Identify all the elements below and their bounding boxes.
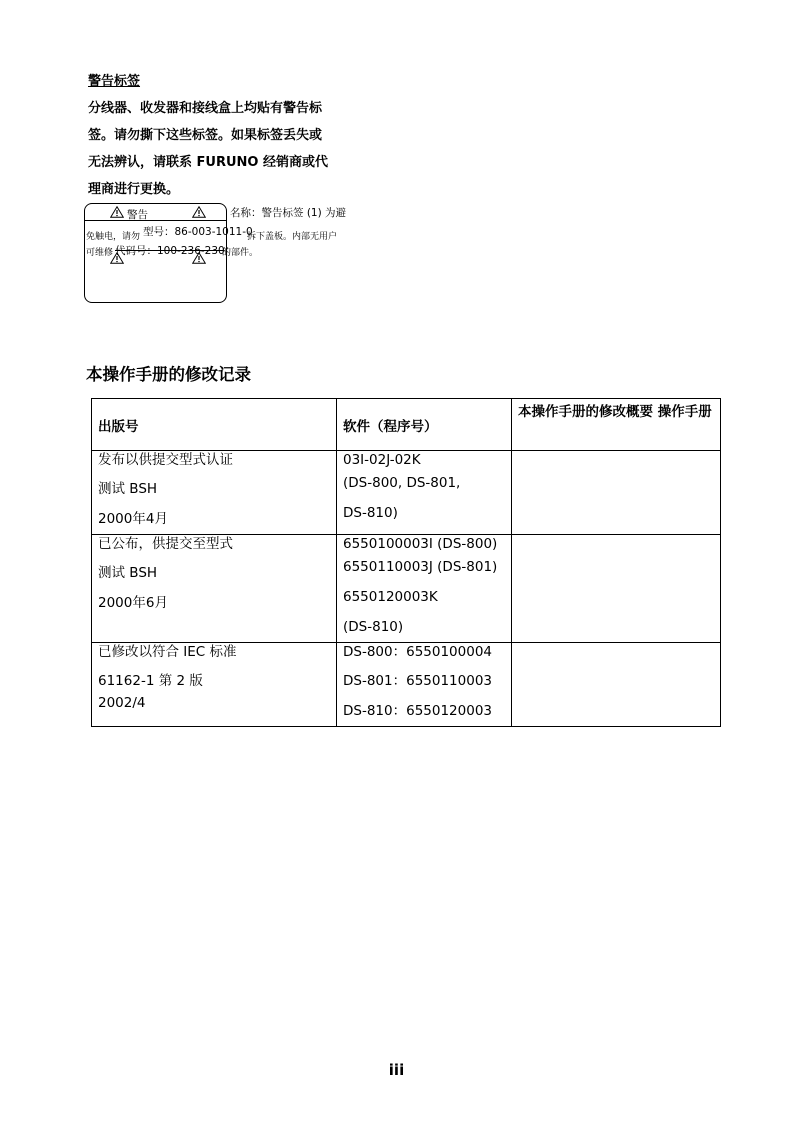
table-row [92, 535, 721, 643]
warning-text-line-3: 无法辨认，请联系 FURUNO 经销商或代 [88, 155, 328, 170]
sticker-body-1: 免触电，请勿 [86, 232, 141, 242]
software-line: 6550120003K [343, 589, 438, 605]
software-line: (DS-810) [343, 619, 404, 635]
warning-text-line-1: 分线器、收发器和接线盒上均贴有警告标 [88, 101, 323, 116]
warning-triangle-icon [192, 206, 206, 218]
revision-record-title: 本操作手册的修改记录 [86, 365, 251, 384]
software-line: 6550110003J (DS-801) [343, 559, 498, 575]
sticker-name: 名称：警告标签 (1) 为避 [230, 207, 347, 219]
software-line: (DS-800, DS-801, [343, 475, 461, 491]
edition-cell [92, 451, 337, 535]
edition-line: 发布以供提交型式认证 [98, 452, 233, 468]
sticker-code: 代码号：100-236-230 [115, 245, 225, 257]
edition-line: 测试 BSH [98, 481, 158, 497]
edition-line: 2000年6月 [98, 595, 168, 611]
software-line: 03I-02J-02K [343, 452, 421, 468]
edition-header: 出版号 [92, 399, 337, 451]
table-header-row [92, 399, 721, 451]
revision-table [91, 398, 721, 727]
edition-line: 2000年4月 [98, 511, 168, 527]
summary-cell [512, 535, 721, 643]
software-cell [337, 643, 512, 727]
warning-text-line-4: 理商进行更换。 [88, 182, 180, 197]
sticker-body-2: 拆下盖板。内部无用户 [247, 232, 338, 242]
table-row [92, 643, 721, 727]
software-line: DS-810) [343, 505, 398, 521]
edition-line: 已修改以符合 IEC 标准 [98, 644, 237, 660]
edition-line: 已公布，供提交至型式 [98, 536, 233, 552]
warning-text-line-2: 签。请勿撕下这些标签。如果标签丢失或 [88, 128, 323, 143]
edition-line: 61162-1 第 2 版 [98, 673, 203, 689]
software-line: 6550100003I (DS-800) [343, 536, 498, 552]
software-line: DS-810：6550120003 [343, 703, 492, 719]
sticker-header: 警告 [127, 209, 148, 221]
summary-header [512, 399, 721, 451]
table-row [92, 451, 721, 535]
edition-cell [92, 535, 337, 643]
software-cell [337, 535, 512, 643]
software-cell [337, 451, 512, 535]
summary-header-line-2: 操作手册 [657, 404, 712, 420]
warning-triangle-icon [110, 206, 124, 218]
sticker-body-4: 的部件。 [222, 248, 259, 258]
sticker-divider [85, 220, 226, 221]
summary-header-line-1: 本操作手册的修改概要 [518, 404, 653, 420]
warning-label-heading: 警告标签 [88, 74, 141, 89]
summary-cell [512, 451, 721, 535]
software-header: 软件（程序号） [337, 399, 512, 451]
edition-cell [92, 643, 337, 727]
edition-line: 2002/4 [98, 695, 146, 711]
summary-cell [512, 643, 721, 727]
sticker-body-3: 可维修 [86, 248, 114, 258]
page-number: iii [388, 1061, 405, 1079]
software-line: DS-801：6550110003 [343, 673, 492, 689]
software-line: DS-800：6550100004 [343, 644, 492, 660]
edition-line: 测试 BSH [98, 565, 158, 581]
sticker-model: 型号：86-003-1011-0 [143, 226, 253, 238]
